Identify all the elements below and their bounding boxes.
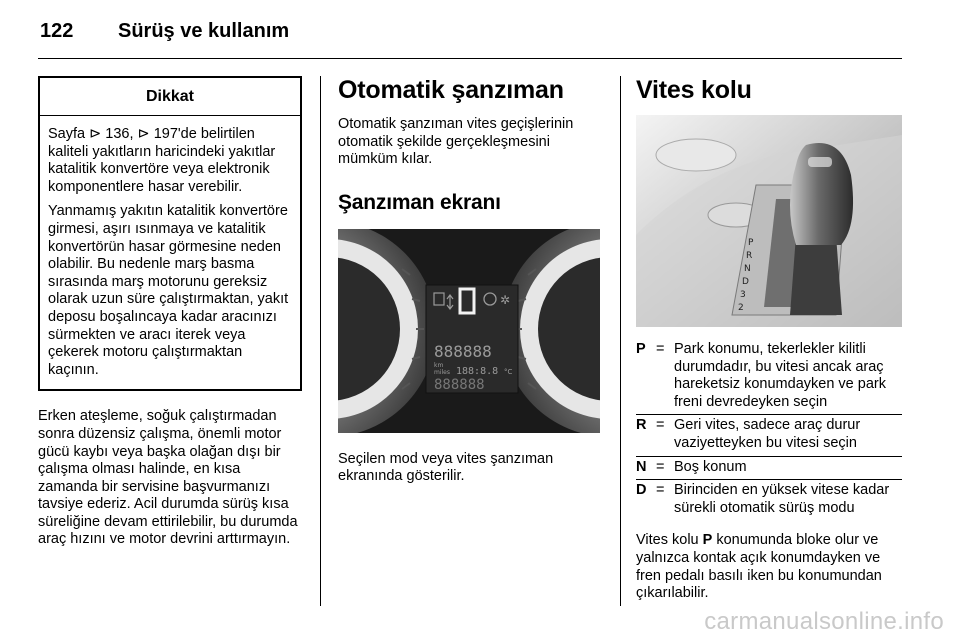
lcd-digits: 888888 [434, 341, 492, 361]
lcd-word-miles: miles [434, 368, 450, 376]
definition-equals: = [656, 482, 665, 499]
transmission-display-figure [338, 229, 600, 433]
section-intro-text: Otomatik şanzıman vites geçişlerinin otomatik şekilde gerçekleşmesini mümküm kılar. [338, 116, 574, 168]
definition-value: Birinciden en yüksek vitese kadar sürekli otomatik sürüş modu [674, 482, 890, 516]
gate-label-2: 2 [738, 303, 744, 313]
definition-equals: = [656, 417, 665, 434]
column-left [38, 76, 302, 549]
column-middle [338, 76, 604, 486]
definition-row [636, 339, 902, 415]
column-right [636, 76, 902, 603]
column-divider-1 [320, 76, 321, 606]
lcd-small-digits: 188:8.8 [456, 365, 499, 377]
definition-key: N [636, 458, 647, 475]
lever-boot [790, 235, 842, 315]
lever-footer-pre: Vites kolu [636, 532, 703, 549]
gate-label-d: D [742, 277, 749, 287]
lever-footer-post: konumunda bloke olur ve yalnızca kontak açık konumdayken ve fren pedalı basılı iken bu konumundan çıkarılabilir. [636, 532, 882, 602]
gate-label-r: R [746, 251, 753, 261]
warning-body [40, 116, 300, 389]
gate-label-p: P [748, 238, 754, 248]
lcd-digits-row2: 888888 [434, 376, 485, 393]
section-heading-transmission-display: Şanzıman ekranı [338, 190, 501, 214]
definition-equals: = [656, 341, 665, 357]
definition-key: P [636, 341, 646, 357]
definition-value: Park konumu, tekerlekler kilitli durumdadır, bu vitesi ancak araç hareketsiz konumdayken ve park freni devredeyken seçin [674, 341, 886, 410]
gate-label-3: 3 [740, 290, 746, 300]
definition-value: Boş konum [674, 458, 747, 475]
section-heading-gear-lever: Vites kolu [636, 76, 752, 104]
definition-equals: = [656, 458, 665, 475]
definition-value: Geri vites, sadece araç durur vaziyetteyken bu vitesi seçin [674, 417, 861, 451]
gear-lever-figure [636, 115, 902, 327]
svg-text:✲: ✲ [500, 292, 511, 307]
gear-definitions [636, 339, 902, 520]
lcd-unit: °C [504, 367, 513, 376]
lcd-word-km: km [434, 361, 444, 369]
warning-paragraph-1: Sayfa ⊳ 136, ⊳ 197'de belirtilen kaliteli yakıtların haricindeki yakıtlar katalitik konvertöre veya elektronik komponentlere hasar verebilir. [48, 126, 276, 195]
warning-paragraph-2: Yanmamış yakıtın katalitik konvertöre girmesi, aşırı ısınmaya ve katalitik konvertörün hasar görmesine neden olabilir. Bu nedenle marş basma sırasında marş motorunu gereksiz olarak uzun süre çalıştırmaktan, yakıt deposu boşalıncaya kadar aracınızı sürmekten ve aracı iterek veya çekerek motoru çalıştırmaktan kaçının. [48, 203, 289, 378]
page-header [40, 20, 289, 43]
warning-box [38, 76, 302, 391]
definition-key: D [636, 482, 647, 499]
definition-row [636, 480, 902, 520]
gate-label-n: N [744, 264, 751, 274]
display-caption: Seçilen mod veya vites şanzıman ekranında gösterilir. [338, 450, 554, 485]
lever-footer-bold: P [702, 532, 713, 549]
page-title: Sürüş ve kullanım [118, 20, 290, 42]
definition-key: R [636, 417, 647, 434]
column-divider-2 [620, 76, 621, 606]
definition-row [636, 457, 902, 481]
header-rule [38, 58, 902, 59]
definition-row [636, 415, 902, 456]
watermark: carmanualsonline.info [704, 608, 944, 635]
warning-title: Dikkat [40, 78, 300, 116]
emergency-paragraph: Erken ateşleme, soğuk çalıştırmadan sonra düzensiz çalışma, önemli motor gücü kaybı veya başka olağan dışı bir çalışma olması halinde, en kısa zamanda bir servisine başvurmanızı tavsiye ederiz. Acil durumda sürüş kısa süreliğine devam ettirilebilir, bu durumda araç hızını ve motor devrini arttırmayın. [38, 408, 298, 548]
section-heading-automatic-transmission: Otomatik şanzıman [338, 76, 564, 104]
page-number: 122 [40, 20, 74, 42]
lever-footer-text [636, 532, 902, 602]
